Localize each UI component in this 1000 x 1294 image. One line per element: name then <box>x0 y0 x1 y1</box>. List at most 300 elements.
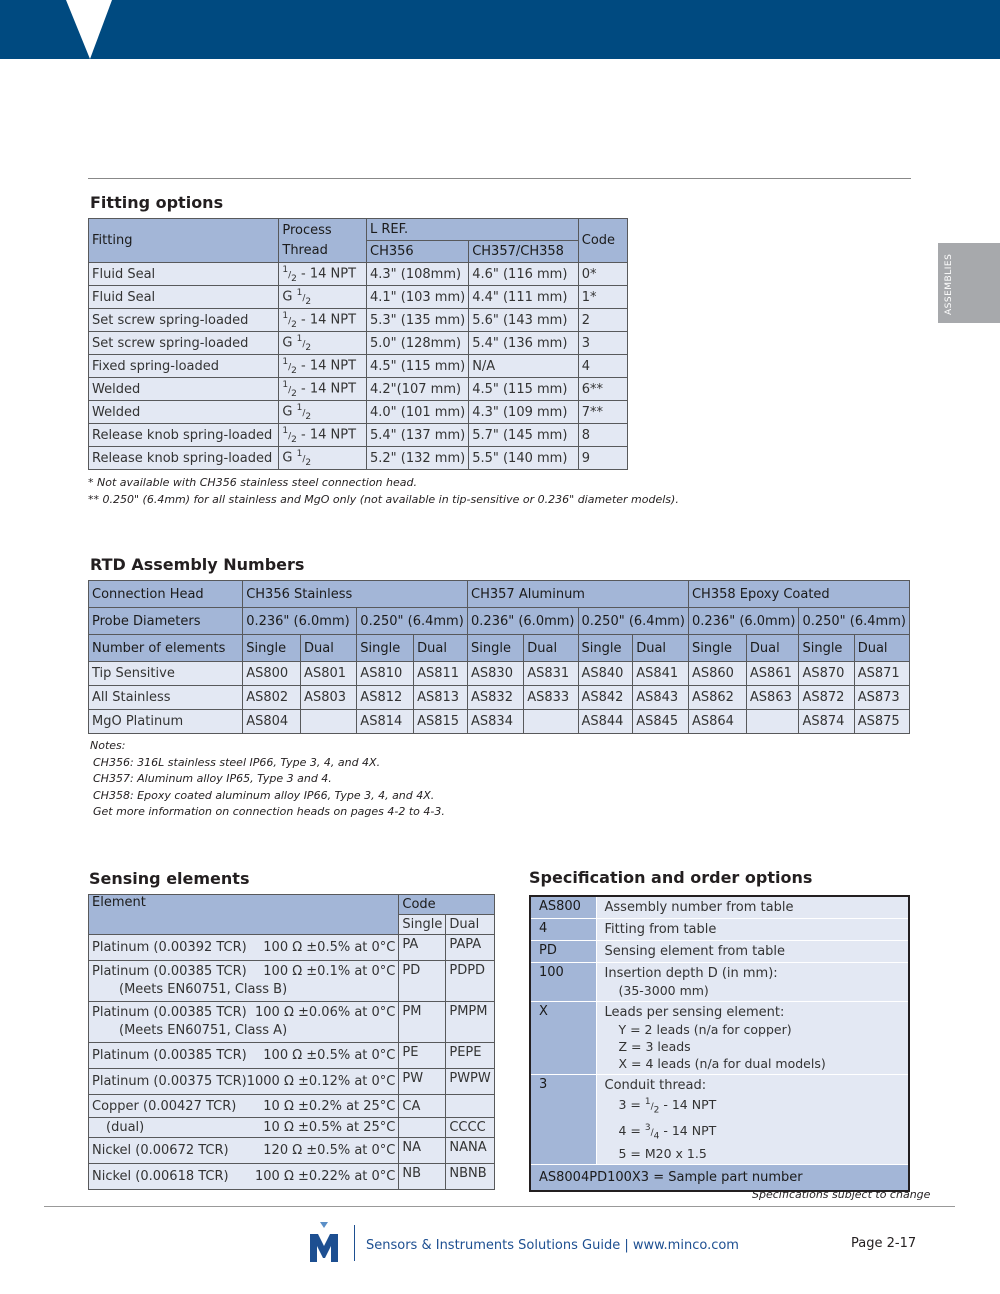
table-row <box>89 286 628 309</box>
order-desc-detail: 5 = M20 x 1.5 <box>618 1146 707 1162</box>
fitting-cell: Set screw spring-loaded <box>89 332 279 355</box>
assembly-number-cell: AS832 <box>468 686 524 710</box>
single-code-cell <box>399 1118 446 1138</box>
fraction-denominator: 2 <box>291 365 297 376</box>
assembly-number-cell: AS810 <box>357 662 414 686</box>
header-banner <box>0 0 1000 59</box>
element-spec: 120 Ω ±0.5% at 0°C <box>263 1142 396 1158</box>
ch357-header: CH357/CH358 <box>469 241 579 263</box>
table-row <box>89 401 628 424</box>
element-spec: 10 Ω ±0.2% at 25°C <box>263 1098 396 1114</box>
element-cell <box>89 1138 399 1164</box>
fraction-numerator: 3 <box>644 1122 651 1133</box>
fitting-cell: Welded <box>89 401 279 424</box>
ch356-cell: 4.1" (103 mm) <box>367 286 469 309</box>
code-cell: 6** <box>578 378 627 401</box>
assembly-number-cell: AS833 <box>524 686 578 710</box>
assembly-number-cell: AS842 <box>578 686 633 710</box>
code-cell: 0* <box>578 263 627 286</box>
assembly-number-cell: AS860 <box>688 662 746 686</box>
connection-head-label: Connection Head <box>89 581 243 608</box>
fraction-slash: / <box>302 292 306 303</box>
order-desc: Fitting from table <box>604 922 717 937</box>
code-header: Code <box>399 895 494 915</box>
section-tab[interactable] <box>938 243 1000 323</box>
element-line <box>92 1142 395 1160</box>
table-row <box>89 424 628 447</box>
thread-cell <box>279 332 367 355</box>
assembly-number-cell: AS872 <box>799 686 854 710</box>
element-cell <box>89 1095 399 1118</box>
ch357-cell: 4.3" (109 mm) <box>469 401 579 424</box>
diameter-cell: 0.250" (6.4mm) <box>357 608 468 635</box>
single-header: Single <box>399 915 446 935</box>
diameter-cell: 0.250" (6.4mm) <box>578 608 688 635</box>
fraction-slash: / <box>302 407 306 418</box>
dual-code-cell: CCCC <box>446 1118 494 1138</box>
assembly-number-cell: AS800 <box>243 662 301 686</box>
spec-disclaimer: Specifications subject to change <box>752 1188 931 1201</box>
order-desc-detail: (35-3000 mm) <box>618 983 709 998</box>
conduit-prefix: 3 = <box>618 1097 645 1113</box>
thread-suffix: - 14 NPT <box>296 380 357 396</box>
footer-guide-link[interactable]: Sensors & Instruments Solutions Guide | www.minco.com <box>366 1238 739 1253</box>
element-spec: 100 Ω ±0.5% at 0°C <box>263 939 396 955</box>
table-row <box>89 710 910 734</box>
assembly-number-cell <box>301 710 357 734</box>
element-spec: 100 Ω ±0.06% at 0°C <box>255 1005 396 1020</box>
thread-prefix: G <box>282 334 297 350</box>
fraction-denominator: 2 <box>653 1105 660 1116</box>
fraction-slash: / <box>650 1127 654 1138</box>
table-row <box>89 332 628 355</box>
fraction-numerator: 1 <box>644 1097 651 1107</box>
element-name: Platinum (0.00385 TCR) <box>92 964 247 979</box>
thread-cell <box>279 401 367 424</box>
fraction-denominator: 2 <box>291 434 297 445</box>
table-row <box>530 919 909 941</box>
element-name: Nickel (0.00618 TCR) <box>92 1168 229 1184</box>
element-cell <box>89 961 399 1002</box>
fraction-numerator: 1 <box>296 333 303 344</box>
spec-table <box>529 895 910 1192</box>
fraction-numerator: 1 <box>282 356 289 367</box>
fraction-slash: / <box>288 361 292 372</box>
fraction-denominator: 2 <box>291 388 297 399</box>
code-cell: 7** <box>578 401 627 424</box>
head-ch356: CH356 Stainless <box>243 581 468 608</box>
element-count-cell: Dual <box>524 635 578 662</box>
assembly-number-cell: AS813 <box>414 686 468 710</box>
order-desc: Conduit thread: <box>604 1078 707 1093</box>
table-row <box>530 1075 909 1165</box>
thread-cell <box>279 286 367 309</box>
ch356-cell: 4.0" (101 mm) <box>367 401 469 424</box>
element-spec: 10 Ω ±0.5% at 25°C <box>263 1120 396 1135</box>
element-line <box>92 1004 395 1022</box>
fraction-slash: / <box>288 315 292 326</box>
fitting-cell: Fluid Seal <box>89 263 279 286</box>
rtd-note: Get more information on connection heads on pages 4-2 to 4-3. <box>93 805 445 818</box>
thread-prefix: G <box>282 449 297 465</box>
assembly-number-cell: AS864 <box>688 710 746 734</box>
footer-logo-separator <box>354 1225 355 1261</box>
table-row <box>530 963 909 1002</box>
table-row <box>89 1069 495 1095</box>
element-spec: 1000 Ω ±0.12% at 0°C <box>246 1073 396 1089</box>
dual-code-cell: PWPW <box>446 1069 494 1095</box>
fitting-cell: Fluid Seal <box>89 286 279 309</box>
element-class-note: (Meets EN60751, Class B) <box>119 982 288 997</box>
order-desc-cell <box>596 1075 909 1165</box>
assembly-number-cell: AS873 <box>854 686 909 710</box>
element-name: Platinum (0.00392 TCR) <box>92 939 247 955</box>
assembly-number-cell: AS871 <box>854 662 909 686</box>
table-row <box>89 263 628 286</box>
row-label: All Stainless <box>89 686 243 710</box>
ch357-cell: 5.5" (140 mm) <box>469 447 579 470</box>
order-desc-cell <box>596 1002 909 1075</box>
order-desc-detail <box>605 1094 901 1120</box>
order-desc: Sensing element from table <box>604 944 786 959</box>
conduit-prefix: 4 = <box>618 1122 645 1138</box>
ch357-cell: 4.5" (115 mm) <box>469 378 579 401</box>
table-row <box>89 662 910 686</box>
element-line <box>92 939 395 957</box>
sample-part-number: AS8004PD100X3 = Sample part number <box>530 1165 909 1191</box>
dual-code-cell: PAPA <box>446 935 494 961</box>
element-spec: 100 Ω ±0.5% at 0°C <box>263 1047 396 1063</box>
element-count-cell: Single <box>243 635 301 662</box>
ch356-cell: 4.2"(107 mm) <box>367 378 469 401</box>
fraction-denominator: 2 <box>305 457 312 468</box>
order-code-cell: AS800 <box>530 896 596 919</box>
footer-divider <box>44 1206 955 1207</box>
ch357-cell: 4.6" (116 mm) <box>469 263 579 286</box>
ch357-cell: 5.4" (136 mm) <box>469 332 579 355</box>
element-name: Copper (0.00427 TCR) <box>92 1098 237 1114</box>
ch356-header: CH356 <box>367 241 469 263</box>
ch356-cell: 5.0" (128mm) <box>367 332 469 355</box>
order-desc: Assembly number from table <box>604 900 794 915</box>
table-row <box>89 686 910 710</box>
element-spec: 100 Ω ±0.22% at 0°C <box>255 1168 396 1184</box>
fitting-footnote: ** 0.250" (6.4mm) for all stainless and MgO only (not available in tip-sensitive or 0.236" diameter models). <box>88 493 679 506</box>
section-divider <box>88 178 911 179</box>
section-tab-label: ASSEMBLIES <box>944 253 954 315</box>
diameter-cell: 0.250" (6.4mm) <box>799 608 910 635</box>
dual-code-cell: NANA <box>446 1138 494 1164</box>
element-name: Nickel (0.00672 TCR) <box>92 1142 229 1158</box>
diameter-cell: 0.236" (6.0mm) <box>243 608 357 635</box>
thread-cell <box>279 263 367 286</box>
element-spec: 100 Ω ±0.1% at 0°C <box>263 964 396 979</box>
assembly-number-cell: AS840 <box>578 662 633 686</box>
order-desc: Leads per sensing element: <box>604 1005 785 1020</box>
assembly-number-cell: AS834 <box>468 710 524 734</box>
dual-code-cell: PDPD <box>446 961 494 1002</box>
fraction-denominator: 4 <box>653 1131 660 1142</box>
element-class-note: (Meets EN60751, Class A) <box>119 1023 288 1038</box>
table-row <box>89 1118 495 1138</box>
assembly-number-cell <box>746 710 799 734</box>
fraction-slash: / <box>302 453 306 464</box>
number-of-elements-label: Number of elements <box>89 635 243 662</box>
diameter-cell: 0.236" (6.0mm) <box>468 608 578 635</box>
head-ch358: CH358 Epoxy Coated <box>688 581 909 608</box>
assembly-number-cell: AS861 <box>746 662 799 686</box>
code-cell: 4 <box>578 355 627 378</box>
rtd-note: CH356: 316L stainless steel IP66, Type 3, 4, and 4X. <box>93 755 381 769</box>
fraction-denominator: 2 <box>305 342 312 353</box>
element-line <box>92 1120 395 1135</box>
code-cell: 1* <box>578 286 627 309</box>
thread-cell <box>279 424 367 447</box>
element-name: Platinum (0.00385 TCR) <box>92 1047 247 1063</box>
order-desc-detail: Y = 2 leads (n/a for copper) <box>618 1022 792 1037</box>
fraction-denominator: 2 <box>291 273 297 284</box>
ch357-cell: 5.6" (143 mm) <box>469 309 579 332</box>
fitting-title: Fitting options <box>90 193 224 212</box>
dual-code-cell <box>446 1095 494 1118</box>
fitting-cell: Set screw spring-loaded <box>89 309 279 332</box>
table-row <box>530 896 909 919</box>
ch356-cell: 4.3" (108mm) <box>367 263 469 286</box>
assembly-number-cell: AS811 <box>414 662 468 686</box>
fitting-header: Fitting <box>89 219 279 263</box>
assembly-number-cell: AS802 <box>243 686 301 710</box>
element-count-cell: Single <box>799 635 854 662</box>
dual-code-cell: PMPM <box>446 1002 494 1043</box>
element-line <box>92 1099 395 1114</box>
assembly-number-cell: AS862 <box>688 686 746 710</box>
thread-cell <box>279 309 367 332</box>
table-row <box>89 1164 495 1190</box>
assembly-number-cell: AS804 <box>243 710 301 734</box>
assembly-number-cell: AS814 <box>357 710 414 734</box>
fraction-denominator: 2 <box>305 296 312 307</box>
spec-title: Specification and order options <box>529 868 813 887</box>
order-code-cell: X <box>530 1002 596 1075</box>
rtd-note: CH358: Epoxy coated aluminum alloy IP66, Type 3, 4, and 4X. <box>93 788 435 802</box>
fraction-numerator: 1 <box>282 379 289 390</box>
rtd-table <box>88 580 910 734</box>
order-code-cell: 100 <box>530 963 596 1002</box>
fitting-cell: Release knob spring-loaded <box>89 424 279 447</box>
code-cell: 8 <box>578 424 627 447</box>
table-row <box>530 941 909 963</box>
row-label: MgO Platinum <box>89 710 243 734</box>
thread-cell <box>279 378 367 401</box>
table-row <box>89 935 495 961</box>
thread-prefix: G <box>282 403 297 419</box>
ch356-cell: 5.2" (132 mm) <box>367 447 469 470</box>
ch356-cell: 5.4" (137 mm) <box>367 424 469 447</box>
head-ch357: CH357 Aluminum <box>468 581 689 608</box>
element-header: Element <box>89 895 399 935</box>
element-line <box>92 1168 395 1186</box>
fraction-numerator: 1 <box>296 287 303 298</box>
code-header: Code <box>578 219 627 263</box>
dual-code-cell: PEPE <box>446 1043 494 1069</box>
element-name: Platinum (0.00375 TCR) <box>92 1073 247 1089</box>
single-code-cell: NB <box>399 1164 446 1190</box>
minco-logo-icon <box>308 1222 344 1264</box>
fraction-numerator: 1 <box>282 264 289 275</box>
table-row <box>89 309 628 332</box>
order-desc: Insertion depth D (in mm): <box>604 966 778 981</box>
element-cell <box>89 1043 399 1069</box>
element-name: Platinum (0.00385 TCR) <box>92 1005 247 1020</box>
single-code-cell: PM <box>399 1002 446 1043</box>
element-count-cell: Single <box>468 635 524 662</box>
fraction-numerator: 1 <box>282 425 289 436</box>
fraction-slash: / <box>302 338 306 349</box>
dual-code-cell: NBNB <box>446 1164 494 1190</box>
rtd-title: RTD Assembly Numbers <box>90 555 305 574</box>
single-code-cell: PA <box>399 935 446 961</box>
element-name: (dual) <box>106 1120 145 1135</box>
table-row <box>89 1138 495 1164</box>
fraction-numerator: 1 <box>282 310 289 321</box>
order-desc-cell <box>596 896 909 919</box>
order-desc-detail: X = 4 leads (n/a for dual models) <box>618 1056 826 1071</box>
single-code-cell: PD <box>399 961 446 1002</box>
rtd-note: CH357: Aluminum alloy IP65, Type 3 and 4. <box>93 772 332 785</box>
single-code-cell: PW <box>399 1069 446 1095</box>
assembly-number-cell: AS831 <box>524 662 578 686</box>
row-label: Tip Sensitive <box>89 662 243 686</box>
fraction-denominator: 2 <box>291 319 297 330</box>
order-desc-cell <box>596 963 909 1002</box>
assembly-number-cell: AS843 <box>633 686 689 710</box>
element-line <box>92 1073 395 1091</box>
element-cell <box>89 935 399 961</box>
element-count-cell: Dual <box>633 635 689 662</box>
diameter-cell: 0.236" (6.0mm) <box>688 608 798 635</box>
assembly-number-cell: AS863 <box>746 686 799 710</box>
fraction-numerator: 1 <box>296 448 303 459</box>
element-count-cell: Dual <box>746 635 799 662</box>
table-row <box>89 378 628 401</box>
assembly-number-cell: AS803 <box>301 686 357 710</box>
table-row <box>530 1002 909 1075</box>
element-count-cell: Dual <box>414 635 468 662</box>
assembly-number-cell: AS844 <box>578 710 633 734</box>
sensing-table <box>88 894 495 1190</box>
assembly-number-cell: AS874 <box>799 710 854 734</box>
element-cell <box>89 1164 399 1190</box>
thread-suffix: - 14 NPT <box>296 426 357 442</box>
assembly-number-cell: AS815 <box>414 710 468 734</box>
element-count-cell: Dual <box>301 635 357 662</box>
sensing-title: Sensing elements <box>89 869 250 888</box>
fraction-denominator: 2 <box>305 411 312 422</box>
ch357-cell: 5.7" (145 mm) <box>469 424 579 447</box>
order-desc-cell <box>596 941 909 963</box>
fraction-slash: / <box>288 384 292 395</box>
ch357-cell: N/A <box>469 355 579 378</box>
single-code-cell: PE <box>399 1043 446 1069</box>
element-count-cell: Dual <box>854 635 909 662</box>
rtd-note: Notes: <box>90 739 126 752</box>
fraction-slash: / <box>650 1102 654 1113</box>
assembly-number-cell: AS870 <box>799 662 854 686</box>
assembly-number-cell: AS830 <box>468 662 524 686</box>
ch356-cell: 5.3" (135 mm) <box>367 309 469 332</box>
single-code-cell: CA <box>399 1095 446 1118</box>
assembly-number-cell: AS875 <box>854 710 909 734</box>
assembly-number-cell: AS801 <box>301 662 357 686</box>
code-cell: 2 <box>578 309 627 332</box>
thread-cell <box>279 447 367 470</box>
table-row <box>89 447 628 470</box>
assembly-number-cell: AS845 <box>633 710 689 734</box>
element-cell <box>89 1002 399 1043</box>
order-desc-detail: Z = 3 leads <box>618 1039 691 1054</box>
assembly-number-cell <box>524 710 578 734</box>
thread-cell <box>279 355 367 378</box>
probe-diameters-label: Probe Diameters <box>89 608 243 635</box>
order-code-cell: 4 <box>530 919 596 941</box>
thread-prefix: G <box>282 288 297 304</box>
table-row <box>89 355 628 378</box>
element-line <box>92 963 395 981</box>
table-row <box>530 1165 909 1191</box>
order-code-cell: 3 <box>530 1075 596 1165</box>
table-row <box>89 1002 495 1043</box>
order-desc-detail <box>605 1120 901 1146</box>
process-thread-header: Process Thread <box>279 219 367 263</box>
header-notch-icon <box>0 0 120 59</box>
order-code-cell: PD <box>530 941 596 963</box>
code-cell: 3 <box>578 332 627 355</box>
conduit-suffix: - 14 NPT <box>659 1122 717 1138</box>
table-row <box>89 961 495 1002</box>
element-cell <box>89 1118 399 1138</box>
element-count-cell: Single <box>357 635 414 662</box>
element-count-cell: Single <box>578 635 633 662</box>
thread-suffix: - 14 NPT <box>296 357 357 373</box>
fraction-slash: / <box>288 430 292 441</box>
element-count-cell: Single <box>688 635 746 662</box>
single-code-cell: NA <box>399 1138 446 1164</box>
assembly-number-cell: AS812 <box>357 686 414 710</box>
fitting-cell: Welded <box>89 378 279 401</box>
dual-header: Dual <box>446 915 494 935</box>
fraction-numerator: 1 <box>296 402 303 413</box>
order-desc-cell <box>596 919 909 941</box>
fitting-cell: Fixed spring-loaded <box>89 355 279 378</box>
table-row <box>89 1043 495 1069</box>
ch356-cell: 4.5" (115 mm) <box>367 355 469 378</box>
conduit-suffix: - 14 NPT <box>659 1097 717 1113</box>
page-number: Page 2-17 <box>851 1236 917 1251</box>
assembly-number-cell: AS841 <box>633 662 689 686</box>
thread-suffix: - 14 NPT <box>296 265 357 281</box>
fraction-slash: / <box>288 269 292 280</box>
fitting-footnote: * Not available with CH356 stainless steel connection head. <box>88 476 417 489</box>
fitting-cell: Release knob spring-loaded <box>89 447 279 470</box>
lref-header: L REF. <box>367 219 579 241</box>
code-cell: 9 <box>578 447 627 470</box>
element-cell <box>89 1069 399 1095</box>
fitting-table <box>88 218 628 470</box>
element-line <box>92 1047 395 1065</box>
thread-suffix: - 14 NPT <box>296 311 357 327</box>
table-row <box>89 1095 495 1118</box>
ch357-cell: 4.4" (111 mm) <box>469 286 579 309</box>
